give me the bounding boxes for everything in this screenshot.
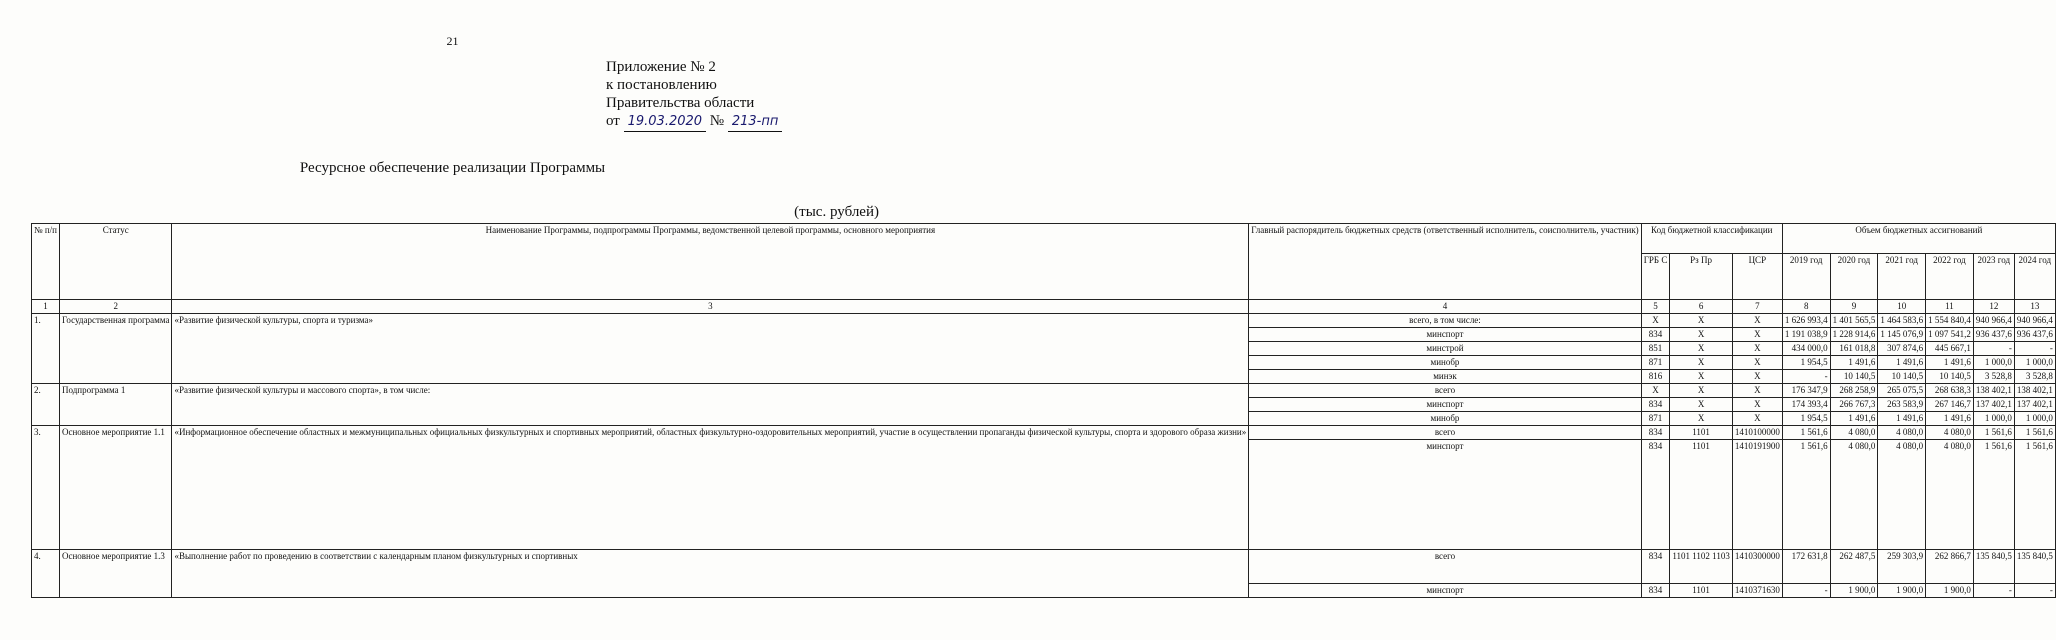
manager-cell: минэк [1249,369,1641,383]
value-2020: 4 080,0 [1830,425,1878,439]
value-2019: 176 347,9 [1782,383,1830,397]
rzpr-cell: 1101 [1670,583,1733,597]
header-num: № п/п [32,224,60,300]
row-status: Основное мероприятие 1.3 [59,549,171,597]
column-number: 7 [1732,300,1782,314]
manager-cell: всего [1249,383,1641,397]
csr-cell: 1410100000 [1732,425,1782,439]
value-2023: 936 437,6 [1973,327,2014,341]
header-name: Наименование Программы, подпрограммы Программы, ведомственной целевой программы, основного мероприятия [172,224,1249,300]
value-2021: 1 491,6 [1878,411,1926,425]
column-number: 3 [172,300,1249,314]
row-status: Подпрограмма 1 [59,383,171,425]
decree-number: 213-пп [728,113,783,132]
value-2023: 3 528,8 [1973,369,2014,383]
value-2024: - [2014,341,2055,355]
table-row [32,425,2056,439]
manager-cell: минспорт [1249,439,1641,549]
grbs-cell: 834 [1641,583,1670,597]
header-status: Статус [59,224,171,300]
row-name: «Информационное обеспечение областных и межмуниципальных официальных физкультурных и спортивных мероприятий, областных физкультурно-оздоровительных мероприятий, участие в осуществлении пропаганды физической культуры, спорта и здорового образа жизни» [172,425,1249,549]
manager-cell: всего, в том числе: [1249,313,1641,327]
value-2019: 1 954,5 [1782,355,1830,369]
rzpr-cell: 1101 1102 1103 [1670,549,1733,583]
value-2021: 1 491,6 [1878,355,1926,369]
rzpr-cell: 1101 [1670,425,1733,439]
value-2021: 265 075,5 [1878,383,1926,397]
header-2023: 2023 год [1973,254,2014,300]
rzpr-cell: Х [1670,383,1733,397]
units-label: (тыс. рублей) [794,204,879,220]
rzpr-cell: Х [1670,313,1733,327]
header-2020: 2020 год [1830,254,1878,300]
column-number: 6 [1670,300,1733,314]
csr-cell: 1410191900 [1732,439,1782,549]
column-number: 10 [1878,300,1926,314]
value-2021: 1 145 076,9 [1878,327,1926,341]
value-2022: 262 866,7 [1926,549,1974,583]
manager-cell: минобр [1249,411,1641,425]
manager-cell: минстрой [1249,341,1641,355]
header-allocations: Объем бюджетных ассигнований [1782,224,2055,254]
column-number: 2 [59,300,171,314]
row-number: 3. [32,425,60,549]
manager-cell: минспорт [1249,583,1641,597]
rzpr-cell: 1101 [1670,439,1733,549]
value-2020: 1 401 565,5 [1830,313,1878,327]
value-2022: 1 491,6 [1926,411,1974,425]
row-name: «Развитие физической культуры, спорта и туризма» [172,313,1249,383]
csr-cell: Х [1732,355,1782,369]
header-manager: Главный распорядитель бюджетных средств (ответственный исполнитель, соисполнитель, участник) [1249,224,1641,300]
header-grbs: ГРБ С [1641,254,1670,300]
value-2023: 1 561,6 [1973,439,2014,549]
row-number: 4. [32,549,60,597]
value-2022: 1 491,6 [1926,355,1974,369]
value-2024: 1 561,6 [2014,425,2055,439]
value-2022: 4 080,0 [1926,439,1974,549]
header-2024: 2024 год [2014,254,2055,300]
value-2023: 137 402,1 [1973,397,2014,411]
value-2022: 10 140,5 [1926,369,1974,383]
value-2024: 3 528,8 [2014,369,2055,383]
value-2019: - [1782,369,1830,383]
value-2022: 268 638,3 [1926,383,1974,397]
value-2020: 10 140,5 [1830,369,1878,383]
value-2020: 1 491,6 [1830,411,1878,425]
csr-cell: Х [1732,369,1782,383]
value-2020: 268 258,9 [1830,383,1878,397]
manager-cell: всего [1249,425,1641,439]
value-2020: 1 228 914,6 [1830,327,1878,341]
value-2022: 1 554 840,4 [1926,313,1974,327]
column-number: 5 [1641,300,1670,314]
value-2021: 1 900,0 [1878,583,1926,597]
value-2019: 1 561,6 [1782,439,1830,549]
value-2024: - [2014,583,2055,597]
column-number-row [32,300,2056,314]
value-2020: 4 080,0 [1830,439,1878,549]
value-2024: 936 437,6 [2014,327,2055,341]
appendix-line-3: Правительства области [606,95,755,111]
grbs-cell: 871 [1641,355,1670,369]
value-2021: 307 874,6 [1878,341,1926,355]
column-number: 13 [2014,300,2055,314]
value-2022: 4 080,0 [1926,425,1974,439]
grbs-cell: 834 [1641,439,1670,549]
rzpr-cell: Х [1670,369,1733,383]
value-2024: 135 840,5 [2014,549,2055,583]
csr-cell: Х [1732,327,1782,341]
column-number: 12 [1973,300,2014,314]
value-2024: 1 000,0 [2014,355,2055,369]
grbs-cell: Х [1641,313,1670,327]
column-number: 11 [1926,300,1974,314]
value-2024: 1 000,0 [2014,411,2055,425]
value-2020: 161 018,8 [1830,341,1878,355]
header-2021: 2021 год [1878,254,1926,300]
value-2021: 263 583,9 [1878,397,1926,411]
value-2023: 940 966,4 [1973,313,2014,327]
decree-date: 19.03.2020 [624,113,706,132]
manager-cell: минспорт [1249,397,1641,411]
grbs-cell: 851 [1641,341,1670,355]
value-2021: 10 140,5 [1878,369,1926,383]
number-label: № [709,113,725,129]
header-budget-code: Код бюджетной классификации [1641,224,1782,254]
from-label: от [606,113,620,129]
row-status: Основное мероприятие 1.1 [59,425,171,549]
value-2020: 266 767,3 [1830,397,1878,411]
csr-cell: 1410371630 [1732,583,1782,597]
value-2023: 1 000,0 [1973,355,2014,369]
row-number: 1. [32,313,60,383]
value-2020: 262 487,5 [1830,549,1878,583]
rzpr-cell: Х [1670,327,1733,341]
grbs-cell: Х [1641,383,1670,397]
page-number: 21 [446,34,459,48]
csr-cell: Х [1732,411,1782,425]
grbs-cell: 816 [1641,369,1670,383]
value-2019: 1 561,6 [1782,425,1830,439]
row-name: «Развитие физической культуры и массового спорта», в том числе: [172,383,1249,425]
value-2019: 1 626 993,4 [1782,313,1830,327]
value-2023: 1 000,0 [1973,411,2014,425]
value-2022: 1 097 541,2 [1926,327,1974,341]
grbs-cell: 834 [1641,425,1670,439]
appendix-block [606,58,782,132]
value-2023: - [1973,341,2014,355]
manager-cell: всего [1249,549,1641,583]
value-2020: 1 491,6 [1830,355,1878,369]
value-2020: 1 900,0 [1830,583,1878,597]
csr-cell: Х [1732,313,1782,327]
value-2021: 259 303,9 [1878,549,1926,583]
appendix-date-line [606,112,782,132]
document-title: Ресурсное обеспечение реализации Программы [299,160,606,176]
table-row [32,549,2056,583]
value-2023: 135 840,5 [1973,549,2014,583]
table-row [32,383,2056,397]
value-2019: - [1782,583,1830,597]
manager-cell: минобр [1249,355,1641,369]
value-2024: 138 402,1 [2014,383,2055,397]
rzpr-cell: Х [1670,341,1733,355]
value-2023: 1 561,6 [1973,425,2014,439]
column-number: 9 [1830,300,1878,314]
value-2019: 1 191 038,9 [1782,327,1830,341]
row-number: 2. [32,383,60,425]
column-number: 4 [1249,300,1641,314]
value-2019: 172 631,8 [1782,549,1830,583]
value-2022: 1 900,0 [1926,583,1974,597]
header-rzpr: Рз Пр [1670,254,1733,300]
value-2023: - [1973,583,2014,597]
csr-cell: Х [1732,383,1782,397]
grbs-cell: 834 [1641,327,1670,341]
row-name: «Выполнение работ по проведению в соответствии с календарным планом физкультурных и спортивных [172,549,1249,597]
value-2024: 940 966,4 [2014,313,2055,327]
manager-cell: минспорт [1249,327,1641,341]
csr-cell: 1410300000 [1732,549,1782,583]
rzpr-cell: Х [1670,411,1733,425]
grbs-cell: 834 [1641,397,1670,411]
grbs-cell: 871 [1641,411,1670,425]
row-status: Государственная программа [59,313,171,383]
value-2024: 1 561,6 [2014,439,2055,549]
value-2023: 138 402,1 [1973,383,2014,397]
table-row [32,313,2056,327]
resource-table [31,223,2056,598]
column-number: 1 [32,300,60,314]
value-2019: 434 000,0 [1782,341,1830,355]
value-2019: 1 954,5 [1782,411,1830,425]
csr-cell: Х [1732,397,1782,411]
header-csr: ЦСР [1732,254,1782,300]
rzpr-cell: Х [1670,397,1733,411]
value-2019: 174 393,4 [1782,397,1830,411]
value-2022: 445 667,1 [1926,341,1974,355]
csr-cell: Х [1732,341,1782,355]
appendix-line-1: Приложение № 2 [606,59,716,75]
value-2021: 4 080,0 [1878,439,1926,549]
grbs-cell: 834 [1641,549,1670,583]
column-number: 8 [1782,300,1830,314]
value-2021: 4 080,0 [1878,425,1926,439]
rzpr-cell: Х [1670,355,1733,369]
value-2024: 137 402,1 [2014,397,2055,411]
header-2019: 2019 год [1782,254,1830,300]
value-2021: 1 464 583,6 [1878,313,1926,327]
header-2022: 2022 год [1926,254,1974,300]
appendix-line-2: к постановлению [606,77,717,93]
value-2022: 267 146,7 [1926,397,1974,411]
